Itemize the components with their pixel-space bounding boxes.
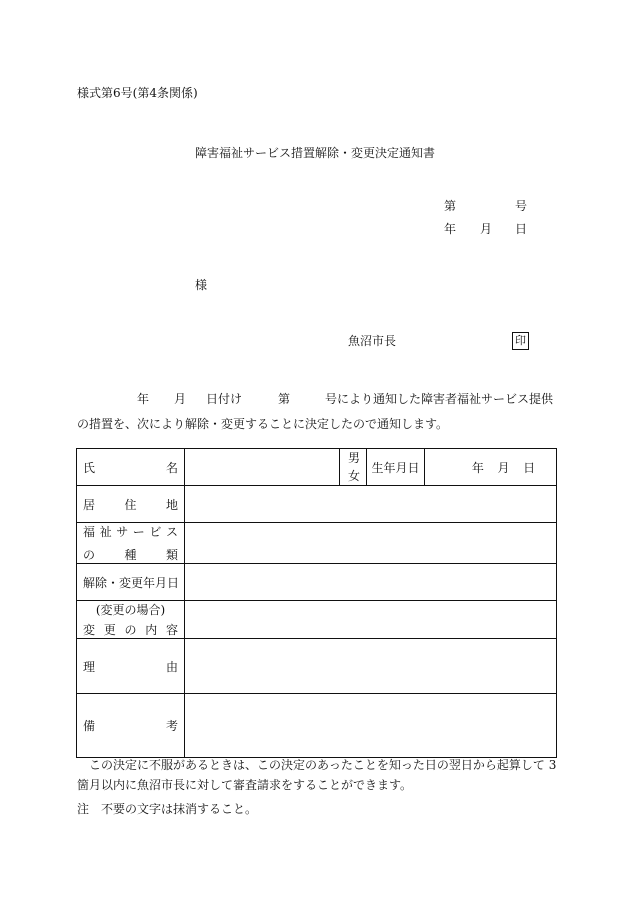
body-date-suffix: 日付け [206,392,243,406]
appeal-notice-line1: この決定に不服があるときは、この決定のあったことを知った日の翌日から起算して 3 [89,758,557,772]
doc-date-year: 年 [444,222,457,236]
details-table [76,448,557,758]
change-content-char: 内 [145,623,158,637]
remarks-field[interactable] [185,694,557,758]
dob-year: 年 [471,460,484,475]
remarks-label-cell [77,694,185,758]
row-remarks [77,694,557,758]
change-case-label: (変更の場合) [95,603,166,617]
row-change-content [77,601,557,639]
change-content-field[interactable] [185,601,557,639]
service-label-char: 祉 [99,525,112,539]
service-label-cell [77,523,185,564]
row-reason [77,639,557,694]
doc-date-day: 日 [515,222,528,236]
change-content-char: 更 [103,623,116,637]
name-label-char: 氏 [83,460,96,475]
change-content-label-cell [77,601,185,639]
service-label-char: サ [116,525,129,539]
name-label-cell [77,449,185,486]
change-date-field[interactable] [185,564,557,601]
document-title: 障害福祉サービス措置解除・変更決定通知書 [195,146,436,160]
body-year: 年 [137,392,150,406]
issuer-name: 魚沼市長 [348,334,397,348]
body-line1-rest: 号により通知した障害者福祉サービス提供 [325,392,554,406]
body-line2: の措置を、次により解除・変更することに決定したので通知します。 [77,417,449,431]
service-label-char: ビ [149,525,162,539]
name-label-char: 名 [165,460,178,475]
service-label-char: の [83,548,96,562]
service-label-char: 類 [165,548,178,562]
service-type-field[interactable] [185,523,557,564]
reason-label-char: 由 [165,659,178,674]
dob-label-cell [367,449,425,486]
doc-number-dai: 第 [444,199,457,213]
address-label-char: 居 [83,497,96,512]
doc-number-go: 号 [515,199,528,213]
service-label-char: 種 [124,548,137,562]
row-address [77,486,557,523]
change-date-label-cell [77,564,185,601]
address-label-cell [77,486,185,523]
body-month: 月 [174,392,187,406]
dob-day: 日 [523,460,536,475]
service-label-char: ー [132,525,145,539]
body-dai: 第 [278,392,291,406]
service-label-char: ス [165,525,178,539]
footer-note: 注 不要の文字は抹消すること。 [77,802,258,816]
row-name [77,449,557,486]
dob-field[interactable] [425,449,557,486]
address-label-char: 住 [124,497,137,512]
reason-label-char: 理 [83,659,96,674]
sex-male: 男 [347,451,360,465]
sex-cell[interactable] [340,449,367,486]
row-service-type [77,523,557,564]
addressee-suffix: 様 [195,278,208,292]
seal-mark: 印 [512,332,529,350]
change-content-char: 容 [165,623,178,637]
remarks-label-char: 考 [165,719,178,733]
address-field[interactable] [185,486,557,523]
doc-date-month: 月 [480,222,493,236]
service-label-char: 福 [83,525,96,539]
reason-field[interactable] [185,639,557,694]
address-label-char: 地 [165,497,178,512]
reason-label-cell [77,639,185,694]
name-field[interactable] [185,449,340,486]
sex-female: 女 [347,469,360,483]
appeal-notice-line2: 箇月以内に魚沼市長に対して審査請求をすることができます。 [77,778,413,792]
dob-label: 生年月日 [371,460,420,475]
change-content-char: の [124,623,137,637]
change-date-label: 解除・変更年月日 [83,575,180,590]
remarks-label-char: 備 [83,719,96,733]
dob-month: 月 [497,460,510,475]
change-content-char: 変 [83,623,96,637]
row-change-date [77,564,557,601]
form-number: 様式第6号(第4条関係) [77,86,198,100]
